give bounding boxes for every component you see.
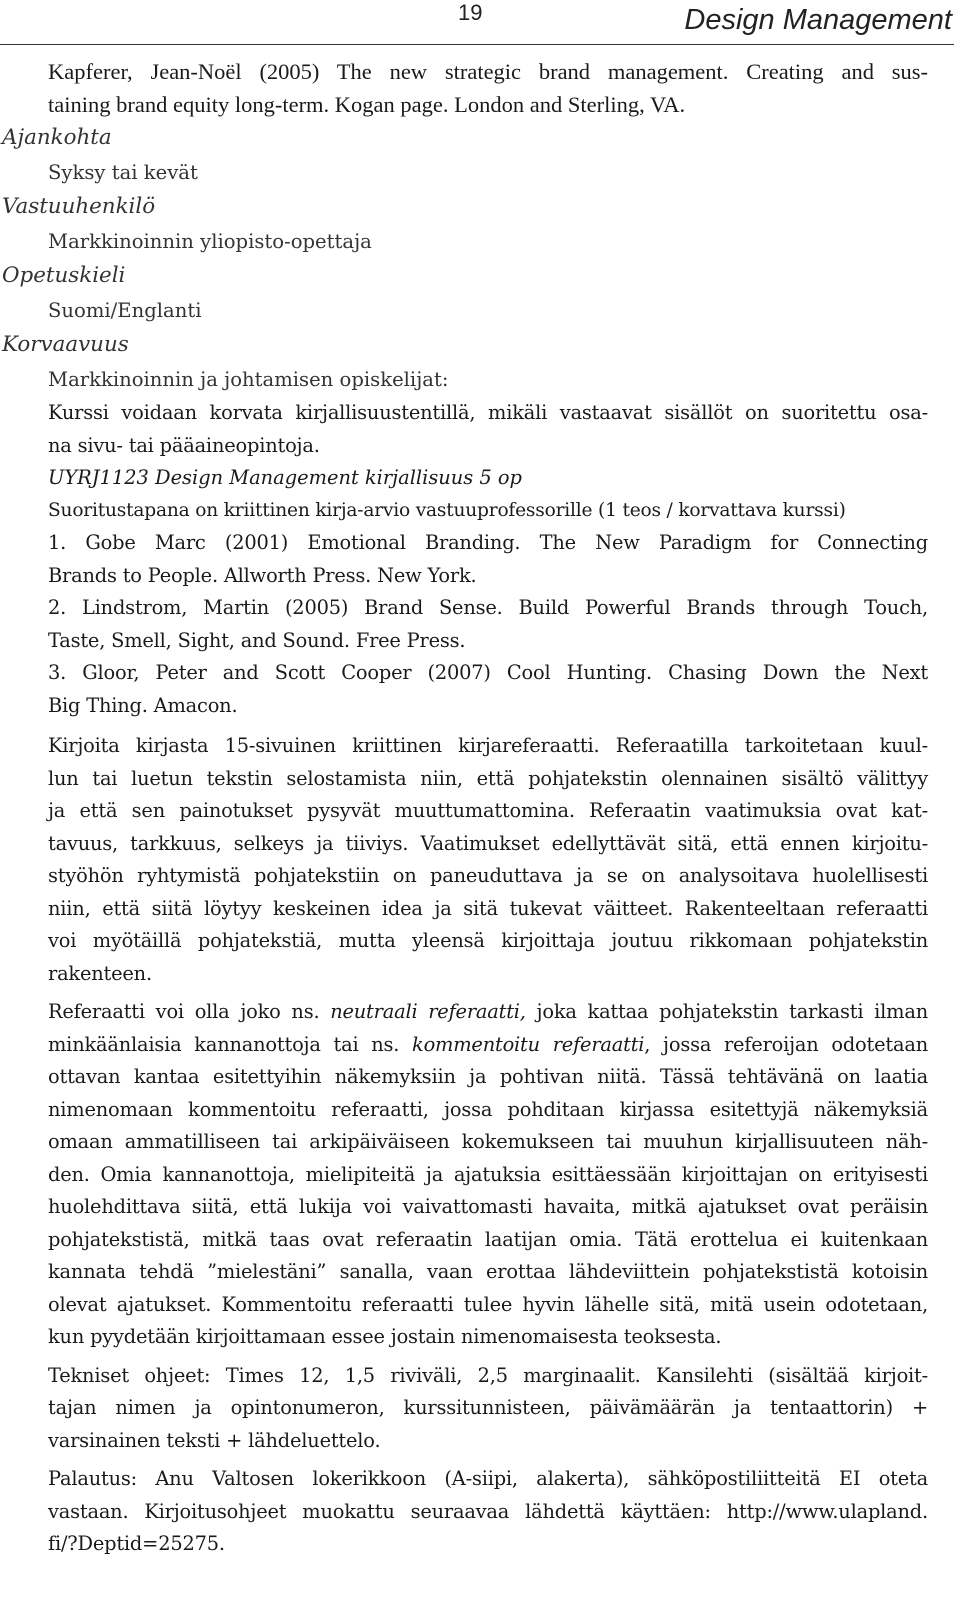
course-method: Suoritustapana on kriittinen kirja-arvio vastuuprofessorille (1 teos / korvattava kurssi) xyxy=(48,499,846,521)
page-header xyxy=(0,0,960,46)
body-line: omaan ammatilliseen tai arkipäiväiseen kokemukseen tai muuhun kirjallisuuteen näh- xyxy=(48,1130,928,1153)
label-korvaavuus: Korvaavuus xyxy=(2,332,129,357)
body-line: tavuus, tarkkuus, selkeys ja tiiviys. Vaatimukset edellyttävät sitä, että ennen kirjoitu- xyxy=(48,831,928,855)
body-line xyxy=(48,1029,928,1062)
label-ajankohta: Ajankohta xyxy=(2,125,112,150)
page-number: 19 xyxy=(458,0,483,25)
reference-line: Kapferer, Jean-Noël (2005) The new strategic brand management. Creating and sus- xyxy=(48,59,928,84)
list-item xyxy=(48,527,928,592)
emphasis-kommentoitu: kommentoitu referaatti xyxy=(412,1032,645,1056)
body-text: , jossa referoijan odotetaan xyxy=(644,1032,928,1056)
label-opetuskieli: Opetuskieli xyxy=(2,263,126,288)
header-rule xyxy=(0,44,954,45)
korvaavuus-text xyxy=(48,397,928,462)
list-item xyxy=(48,657,928,722)
body-line: fi/?Deptid=25275. xyxy=(48,1532,225,1555)
body-line: Palautus: Anu Valtosen lokerikkoon (A-siipi, alakerta), sähköpostiliitteitä EI oteta xyxy=(48,1467,928,1490)
body-line: ottavan kantaa esitettyihin näkemyksiin ja pohtivan niitä. Tässä tehtävänä on laatia xyxy=(48,1065,928,1088)
body-text: minkäänlaisia kannanottoja tai ns. xyxy=(48,1032,413,1056)
body-line: Tekniset ohjeet: Times 12, 1,5 riviväli, 2,5 marginaalit. Kansilehti (sisältää kirjoit- xyxy=(48,1363,928,1387)
paragraph-referaatti xyxy=(48,730,928,990)
label-vastuuhenkilo: Vastuuhenkilö xyxy=(2,194,156,219)
paragraph-tekniset-ohjeet xyxy=(48,1360,928,1458)
body-line xyxy=(48,996,928,1029)
book-line: 1. Gobe Marc (2001) Emotional Branding. The New Paradigm for Connecting xyxy=(48,531,928,554)
body-line: kannata tehdä ”mielestäni” sanalla, vaan erottaa lähdeviittein pohjatekstistä kotoisin xyxy=(48,1260,928,1283)
book-line: Big Thing. Amacon. xyxy=(48,693,238,717)
body-line: voi myötäillä pohjatekstiä, mutta yleensä kirjoittaja joutuu rikkomaan pohjatekstin xyxy=(48,929,928,952)
paragraph-palautus xyxy=(48,1463,928,1561)
body-line: vastaan. Kirjoitusohjeet muokattu seuraavaa lähdettä käyttäen: http://www.ulapland. xyxy=(48,1499,928,1523)
value-vastuuhenkilo: Markkinoinnin yliopisto-opettaja xyxy=(48,229,372,253)
book-line: 2. Lindstrom, Martin (2005) Brand Sense. Build Powerful Brands through Touch, xyxy=(48,596,928,619)
body-line: Kurssi voidaan korvata kirjallisuustentillä, mikäli vastaavat sisällöt on suoritettu osa- xyxy=(48,401,928,424)
book-line: Taste, Smell, Sight, and Sound. Free Press. xyxy=(48,628,466,652)
body-text: joka kattaa pohjatekstin tarkasti ilman xyxy=(525,1000,928,1023)
body-line: niin, että siitä löytyy keskeinen idea ja sitä tukevat väitteet. Rakenteeltaan referaatti xyxy=(48,896,928,920)
body-text: Referaatti voi olla joko ns. xyxy=(48,1000,331,1023)
body-line: pohjatekstistä, mitkä taas ovat referaatin laatijan omia. Tätä erottelua ei kuitenkaan xyxy=(48,1227,928,1251)
book-line: Brands to People. Allworth Press. New York. xyxy=(48,563,477,587)
body-line: rakenteen. xyxy=(48,961,152,985)
body-line: olevat ajatukset. Kommentoitu referaatti tulee hyvin lähelle sitä, mitä usein odotetaan, xyxy=(48,1292,928,1316)
emphasis-neutraali: neutraali referaatti, xyxy=(330,1000,526,1023)
body-line: tajan nimen ja opintonumeron, kurssitunnisteen, päivämäärän ja tentaattorin) + xyxy=(48,1396,928,1419)
value-ajankohta: Syksy tai kevät xyxy=(48,160,198,184)
page-body xyxy=(2,56,928,1561)
book-list xyxy=(48,527,928,722)
body-line: Kirjoita kirjasta 15-sivuinen kriittinen kirjareferaatti. Referaatilla tarkoitetaan kuul- xyxy=(48,734,928,757)
body-line: lun tai luetun tekstin selostamista niin, että pohjatekstin olennainen sisältö välittyy xyxy=(48,766,928,790)
body-line: den. Omia kannanottoja, mielipiteitä ja ajatuksia esittäessään kirjoittajan on erityisesti xyxy=(48,1162,928,1186)
value-korvaavuus: Markkinoinnin ja johtamisen opiskelijat: xyxy=(48,367,449,391)
body-line: na sivu- tai pääaineopintoja. xyxy=(48,433,320,457)
course-code-title: UYRJ1123 Design Management kirjallisuus 5 op xyxy=(48,466,522,489)
body-line: nimenomaan kommentoitu referaatti, jossa pohditaan kirjassa esitettyjä näkemyksiä xyxy=(48,1097,928,1121)
paragraph-referaatin-tyypit xyxy=(48,996,928,1354)
body-line: kun pyydetään kirjoittamaan essee jostain nimenomaisesta teoksesta. xyxy=(48,1325,722,1348)
reference-entry xyxy=(48,56,928,121)
body-line: huolehdittava siitä, että lukija voi vaivattomasti havaita, mitkä ajatukset ovat peräisin xyxy=(48,1195,928,1218)
body-line: styöhön ryhtymistä pohjatekstiin on paneuduttava ja se on analysoitava huolellisesti xyxy=(48,864,928,887)
body-line: varsinainen teksti + lähdeluettelo. xyxy=(48,1428,381,1452)
body-line: ja että sen painotukset pysyvät muuttumattomina. Referaatin vaatimuksia ovat kat- xyxy=(48,799,928,822)
list-item xyxy=(48,592,928,657)
book-line: 3. Gloor, Peter and Scott Cooper (2007) Cool Hunting. Chasing Down the Next xyxy=(48,661,928,684)
course-details xyxy=(2,121,928,397)
value-opetuskieli: Suomi/Englanti xyxy=(48,298,202,322)
reference-line: taining brand equity long-term. Kogan page. London and Sterling, VA. xyxy=(48,91,686,117)
running-title: Design Management xyxy=(684,4,952,36)
